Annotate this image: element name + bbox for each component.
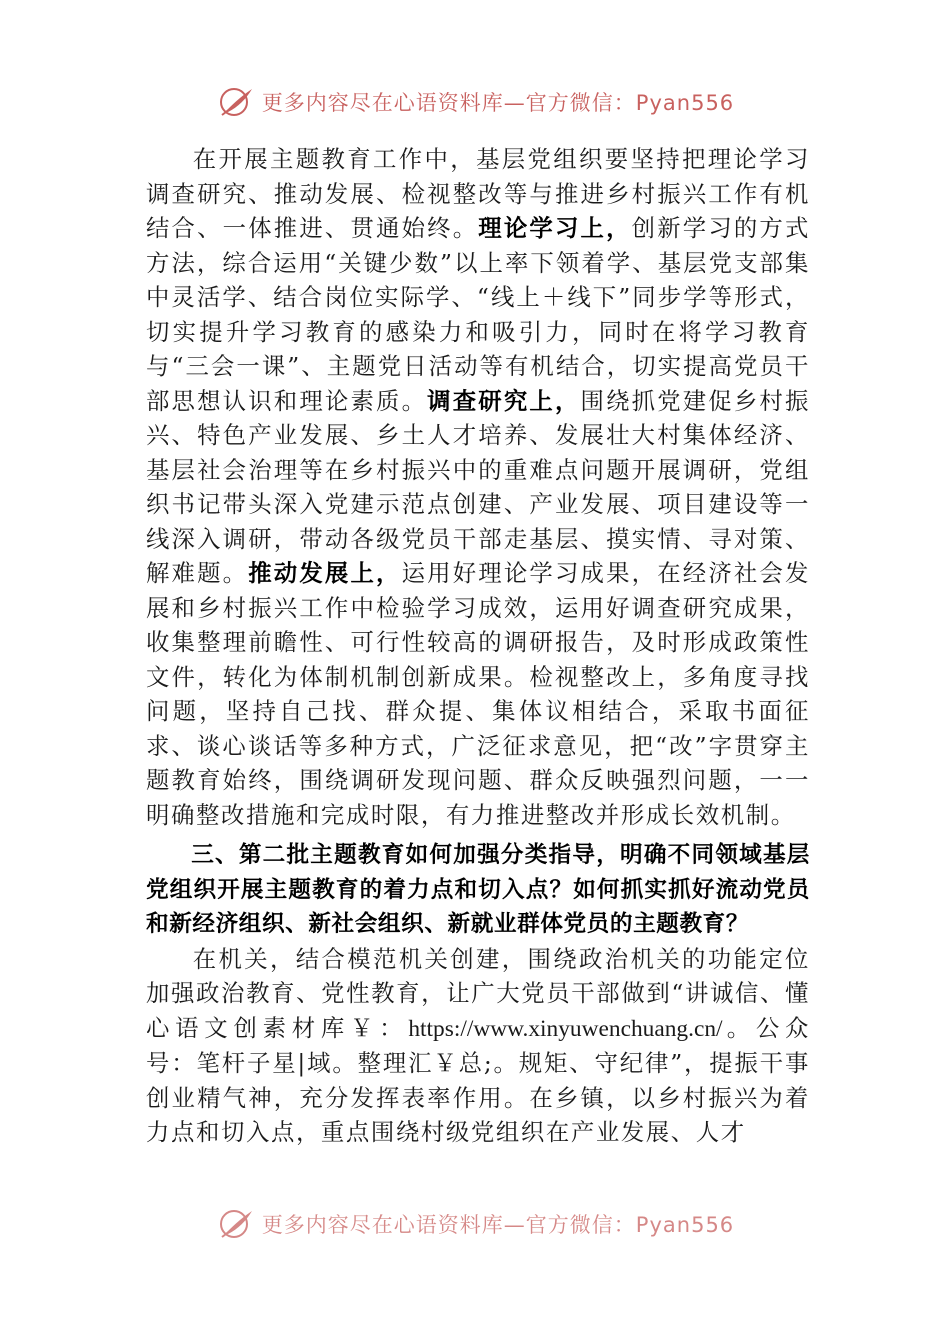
- quill-pen-logo-icon: [216, 1207, 256, 1241]
- url-text: https://www.xinyuwenchuang.cn/: [408, 1015, 723, 1042]
- bold-lead-theory-study: 理论学习上，: [478, 214, 632, 242]
- section-heading-three: 三、第二批主题教育如何加强分类指导，明确不同领域基层党组织开展主题教育的着力点和切入点？如何抓实抓好流动党员和新经济组织、新社会组织、新就业群体党员的主题教育？: [146, 842, 810, 937]
- quill-pen-logo-icon: [216, 85, 256, 119]
- text-run: 创新学习的方式方法，综合运用“关键少数”以上率下领着学、基层党支部集中灵活学、结合岗位实际学、“线上＋线下”同步学等形式，切实提升学习教育的感染力和吸引力，同时在将学习教育与“三会一课”、主题党日活动等有机结合，切实提高党员干部思想认识和理论素质。: [146, 214, 810, 415]
- paragraph-agencies: [146, 942, 810, 1150]
- bold-lead-development: 推动发展上，: [248, 559, 402, 587]
- text-run: 在机关，结合模范机关创建，围绕政治机关的功能定位加强政治教育、党性教育，让广大党员干部做到“讲诚信、懂心语文创素材库￥：: [146, 944, 810, 1042]
- watermark-text: 更多内容尽在心语资料库—官方微信：Pyan556: [261, 91, 735, 115]
- text-run: 在开展主题教育工作中，基层党组织要坚持把理论学习调查研究、推动发展、检视整改等与推进乡村振兴工作有机结合、一体推进、贯通始终。: [146, 145, 810, 242]
- watermark-footer: [0, 1206, 950, 1242]
- text-run: 。公众号：笔杆子星|域。整理汇￥总;。规矩、守纪律”，提振干事创业精气神，充分发挥表率作用。在乡镇，以乡村振兴为着力点和切入点，重点围绕村级党组织在产业发展、人才: [146, 1013, 810, 1146]
- text-run: 围绕抓党建促乡村振兴、特色产业发展、乡土人才培养、发展壮大村集体经济、基层社会治理等在乡村振兴中的重难点问题开展调研，党组织书记带头深入党建示范点创建、产业发展、项目建设等一线深入调研，带动各级党员干部走基层、摸实情、寻对策、解难题。: [146, 386, 810, 587]
- bold-lead-research: 调查研究上，: [427, 386, 581, 415]
- text-run: 运用好理论学习成果，在经济社会发展和乡村振兴工作中检验学习成效，运用好调查研究成果，收集整理前瞻性、可行性较高的调研报告，及时形成政策性文件，转化为体制机制创新成果。检视整改上，多角度寻找问题，坚持自己找、群众提、集体议相结合，采取书面征求、谈心谈话等多种方式，广泛征求意见，把“改”字贯穿主题教育始终，围绕调研发现问题、群众反映强烈问题，一一明确整改措施和完成时限，有力推进整改并形成长效机制。: [146, 559, 810, 829]
- watermark-text: 更多内容尽在心语资料库—官方微信：Pyan556: [261, 1213, 735, 1237]
- document-body: [146, 142, 810, 1150]
- watermark-header: [0, 84, 950, 120]
- paragraph-implementation: [146, 142, 810, 832]
